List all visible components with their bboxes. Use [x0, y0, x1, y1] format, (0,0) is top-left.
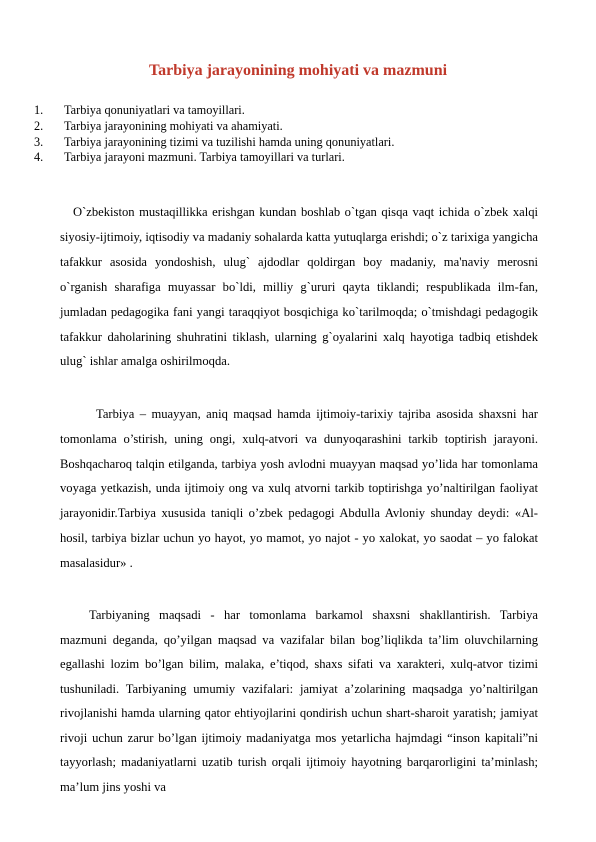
- paragraph-tarbiya-definition: Tarbiya – muayyan, aniq maqsad hamda ijtimoiy-tarixiy tajriba asosida shaxsni har tomonlama o’stirish, uning ongi, xulq-atvori va dunyoqarashini tarkib toptirish jarayoni. Boshqacharoq talqin etilganda, tarbiya yosh avlodni muayyan maqsad yo’lida har tomonlama voyaga yetkazish, unda ijtimoiy ong va xulq atvorni tarkib toptirishga yo’naltirilgan faoliyat jarayonidir.Tarbiya xususida taniqli o’zbek pedagogi Abdulla Avloniy shunday deydi: «Al-hosil, tarbiya bizlar uchun yo hayot, yo mamot, yo najot - yo xalokat, yo saodat – yo falokat masalasidur» .: [60, 407, 538, 570]
- topic-text: Tarbiya qonuniyatlari va tamoyillari.: [64, 103, 245, 117]
- topic-item: [34, 119, 554, 135]
- paragraph-tarbiya-goal: Tarbiyaning maqsadi - har tomonlama barkamol shaxsni shakllantirish. Tarbiya mazmuni deganda, qo’yilgan maqsad va vazifalar bilan bog’liqlikda ta’lim oluvchilarning egallashi lozim bo’lgan bilim, malaka, e’tiqod, shaxs sifati va xarakteri, xulq-atvor tizimi tushuniladi. Tarbiyaning umumiy vazifalari: jamiyat a’zolarining maqsadga yo’naltirilgan rivojlanishi hamda ularning qator ehtiyojlarini qondirish uchun shart-sharoit yaratish; jamiyat rivoji uchun zarur bo’lgan ijtimoiy madaniyatga mos yetarlicha hajmdagi “inson kapitali”ni tayyorlash; madaniyatlarni uzatib turish orqali ijtimoiy hayotning barqarorligini ta’minlash; ma’lum jins yoshi va: [60, 608, 538, 794]
- paragraph-independence: O`zbekiston mustaqillikka erishgan kundan boshlab o`tgan qisqa vaqt ichida o`zbek xalqi siyosiy-ijtimoiy, iqtisodiy va madaniy sohalarda katta yutuqlarga erishdi; o`z tarixiga yangicha tafakkur asosida yondoshish, ulug` ajdodlar qoldirgan boy madaniy, ma'naviy merosni o`rganish sharafiga muyassar bo`ldi, milliy g`ururi qayta tiklandi; respublikada ilm-fan, jumladan pedagogika fani yangi taraqqiyot bosqichiga ko`tarilmoqda; o`tmishdagi pedagogik tafakkur daholarining shuhratini tiklash, ularning g`oyalarini xalq hayotiga tadbiq etishdek ulug` ishlar amalga oshirilmoqda.: [60, 205, 538, 369]
- topic-number: 3.: [34, 134, 44, 149]
- topic-text: Tarbiya jarayoni mazmuni. Tarbiya tamoyillari va turlari.: [64, 150, 345, 165]
- topic-number: 2.: [34, 118, 44, 133]
- topic-item: [34, 135, 554, 151]
- topic-item: [34, 103, 554, 119]
- topic-item: [34, 150, 554, 166]
- topic-number: 1.: [34, 103, 44, 117]
- topic-text: Tarbiya jarayonining tizimi va tuzilishi hamda uning qonuniyatlari.: [64, 134, 395, 149]
- topic-number: 4.: [34, 150, 44, 165]
- topic-list: [34, 103, 554, 166]
- document-title: Tarbiya jarayonining mohiyati va mazmuni: [148, 62, 448, 79]
- topic-text: Tarbiya jarayonining mohiyati va ahamiyati.: [64, 118, 283, 133]
